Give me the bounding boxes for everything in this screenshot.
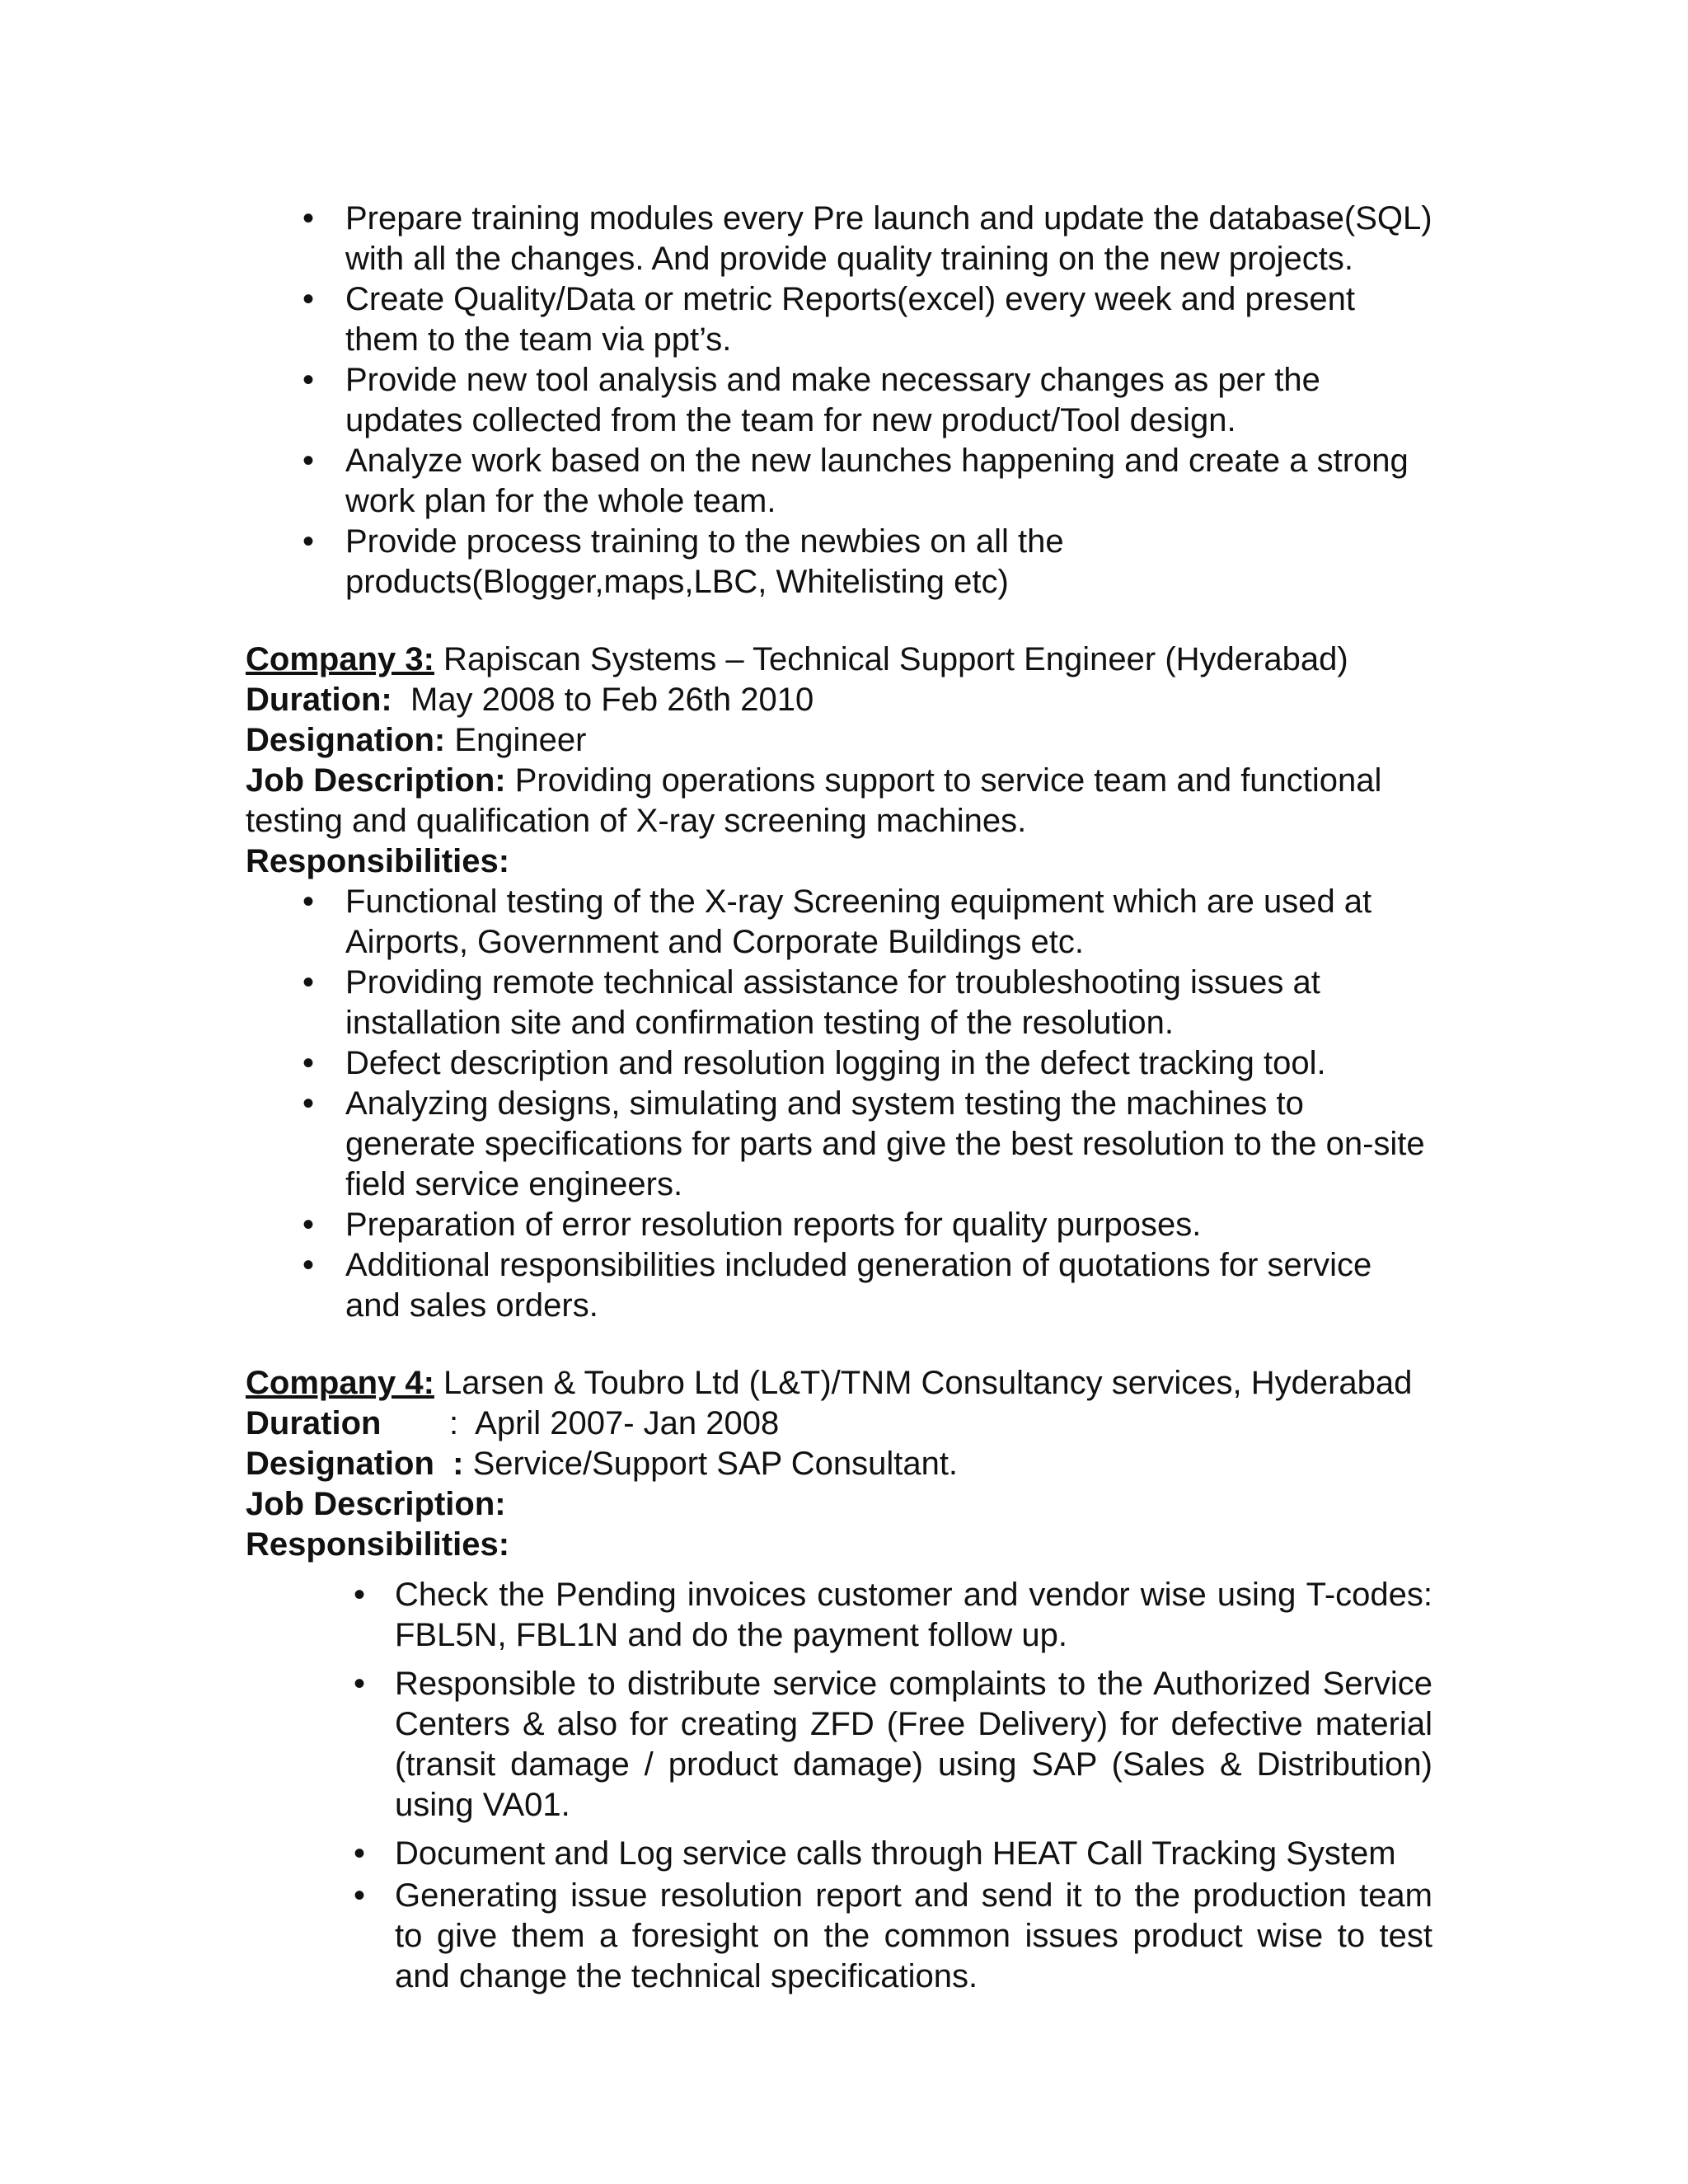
company-3-responsibilities [246,882,1432,1326]
job-description-label: Job Description: [246,1486,506,1522]
list-item-text: Prepare training modules every Pre launch and update the database(SQL) with all the changes. And provide quality training on the new projects. [345,200,1432,277]
company-4-responsibilities [246,1575,1432,1997]
list-item [246,1205,1432,1245]
company-3-duration [246,680,1432,720]
company-4-designation [246,1444,1432,1484]
bullet-icon: • [353,1577,365,1613]
list-item-text: Functional testing of the X-ray Screening equipment which are used at Airports, Government and Corporate Buildings etc. [345,883,1372,960]
duration-value: May 2008 to Feb 26th 2010 [392,682,814,718]
bullet-icon: • [302,1247,314,1283]
list-item-text: Generating issue resolution report and send it to the production team to give them a foresight on the common issues product wise to test and change the technical specifications. [395,1877,1432,1994]
bullet-icon: • [302,964,314,1001]
list-item [246,1084,1432,1205]
bullet-icon: • [302,523,314,560]
list-item-text: Defect description and resolution logging in the defect tracking tool. [345,1045,1326,1081]
list-item [246,441,1432,522]
bullet-icon: • [302,362,314,398]
company-3-heading [246,640,1432,680]
list-item [246,1575,1432,1656]
list-item [246,1043,1432,1084]
company-4-heading [246,1363,1432,1404]
list-item-text: Analyzing designs, simulating and system testing the machines to generate specifications for parts and give the best resolution to the on-site field service engineers. [345,1085,1425,1202]
bullet-icon: • [302,281,314,317]
company-4-label: Company 4: [246,1365,434,1401]
designation-value: Engineer [445,722,587,758]
bullet-icon: • [353,1877,365,1914]
company-3-designation [246,720,1432,761]
bullet-icon: • [302,1045,314,1081]
list-item [246,1245,1432,1326]
list-item-text: Responsible to distribute service complaints to the Authorized Service Centers & also for creating ZFD (Free Delivery) for defective material (transit damage / product damage) using SAP (Sales & Distribution) using VA01. [395,1666,1432,1823]
list-item [246,1876,1432,1997]
list-item [246,882,1432,963]
duration-label: Duration: [246,682,392,718]
list-item [246,1664,1432,1825]
list-item-text: Providing remote technical assistance for troubleshooting issues at installation site and confirmation testing of the resolution. [345,964,1320,1041]
bullet-icon: • [302,1207,314,1243]
designation-label: Designation : [246,1446,464,1482]
company-4-name: Larsen & Toubro Ltd (L&T)/TNM Consultancy services, Hyderabad [434,1365,1413,1401]
company-3-name: Rapiscan Systems – Technical Support Engineer (Hyderabad) [434,641,1348,677]
bullet-icon: • [302,443,314,479]
list-item-text: Additional responsibilities included generation of quotations for service and sales orders. [345,1247,1372,1324]
responsibilities-label: Responsibilities: [246,1526,510,1563]
company-4-section [246,1363,1432,1997]
bullet-icon: • [353,1666,365,1702]
responsibilities-label: Responsibilities: [246,843,510,879]
list-item [246,522,1432,602]
list-item-text: Provide process training to the newbies on all the products(Blogger,maps,LBC, Whitelisting etc) [345,523,1064,600]
bullet-icon: • [302,883,314,920]
list-item [246,199,1432,279]
duration-value: : April 2007- Jan 2008 [449,1405,780,1441]
list-item-text: Analyze work based on the new launches happening and create a strong work plan for the whole team. [345,443,1409,519]
list-item [246,279,1432,360]
list-item [246,360,1432,441]
bullet-icon: • [302,1085,314,1122]
designation-label: Designation: [246,722,446,758]
company-4-duration [246,1404,1432,1444]
intro-bullet-list [246,199,1432,602]
list-item-text: Create Quality/Data or metric Reports(excel) every week and present them to the team via ppt’s. [345,281,1355,358]
list-item [246,963,1432,1043]
company-3-section [246,640,1432,1326]
job-description-value: Providing operations support to service team and functional testing and qualification of X-ray screening machines. [246,762,1382,839]
list-item [246,1834,1432,1874]
job-description-label: Job Description: [246,762,506,799]
duration-label: Duration [246,1405,382,1441]
list-item-text: Document and Log service calls through HEAT Call Tracking System [395,1835,1396,1872]
list-item-text: Check the Pending invoices customer and vendor wise using T-codes: FBL5N, FBL1N and do the payment follow up. [395,1577,1432,1653]
bullet-icon: • [302,200,314,237]
company-3-job-description [246,761,1432,841]
company-3-label: Company 3: [246,641,434,677]
list-item-text: Provide new tool analysis and make necessary changes as per the updates collected from the team for new product/Tool design. [345,362,1320,438]
designation-value: Service/Support SAP Consultant. [463,1446,959,1482]
resume-page [246,199,1432,2005]
list-item-text: Preparation of error resolution reports for quality purposes. [345,1207,1202,1243]
bullet-icon: • [353,1835,365,1872]
